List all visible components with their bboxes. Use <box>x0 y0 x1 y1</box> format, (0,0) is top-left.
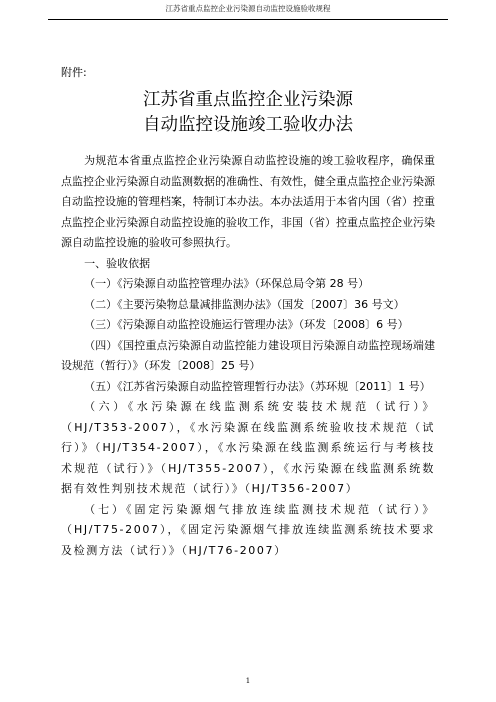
section-heading-basis: 一、验收依据 <box>84 256 151 270</box>
running-header: 江苏省重点监控企业污染源自动监控设施验收规程 <box>165 4 331 13</box>
document-body <box>61 66 435 561</box>
basis-item-5: （五）《江苏省污染源自动监控管理暂行办法》（苏环规〔2011〕1 号） <box>84 379 431 393</box>
basis-item-7: （七）《固定污染源烟气排放连续监测技术规范（试行）》（HJ/T75-2007），《固定污染源烟气排放连续监测系统技术要求及检测方法（试行）》（HJ/T76-2007） <box>61 502 435 557</box>
basis-item-1: （一）《污染源自动监控管理办法》（环保总局令第 28 号） <box>84 277 370 290</box>
title-line-2: 自动监控设施竣工验收办法 <box>143 115 353 135</box>
page-number: 1 <box>245 677 251 685</box>
title-line-1: 江苏省重点监控企业污染源 <box>143 90 353 110</box>
basis-item-6: （六）《水污染源在线监测系统安装技术规范（试行）》（HJ/T353-2007），《水污染源在线监测系统验收技术规范（试行）》（HJ/T354-2007），《水污染源在线监测系统运行与考核技术规范（试行）》（HJ/T355-2007），《水污染源在线监测系统数据有效性判别技术规范（试行）》（HJ/T356-2007） <box>61 400 435 495</box>
basis-item-3: （三）《污染源自动监控设施运行管理办法》（环发〔2008〕6 号） <box>84 318 409 331</box>
intro-paragraph: 为规范本省重点监控企业污染源自动监控设施的竣工验收程序，确保重点监控企业污染源自动监测数据的准确性、有效性，健全重点监控企业污染源自动监控设施的管理档案，特制订本办法。本办法适用于本省内国（省）控重点监控企业污染源自动监控设施的验收工作，非国（省）控重点监控企业污染源自动监控设施的验收可参照执行。 <box>61 154 435 249</box>
basis-item-4: （四）《国控重点污染源自动监控能力建设项目污染源自动监控现场端建设规范（暂行）》（环发〔2008〕25 号） <box>61 338 435 372</box>
document-title <box>61 88 435 138</box>
header-divider <box>48 19 448 20</box>
attachment-label: 附件: <box>61 66 87 79</box>
basis-item-2: （二）《主要污染物总量减排监测办法》（国发〔2007〕36 号文） <box>84 297 405 311</box>
